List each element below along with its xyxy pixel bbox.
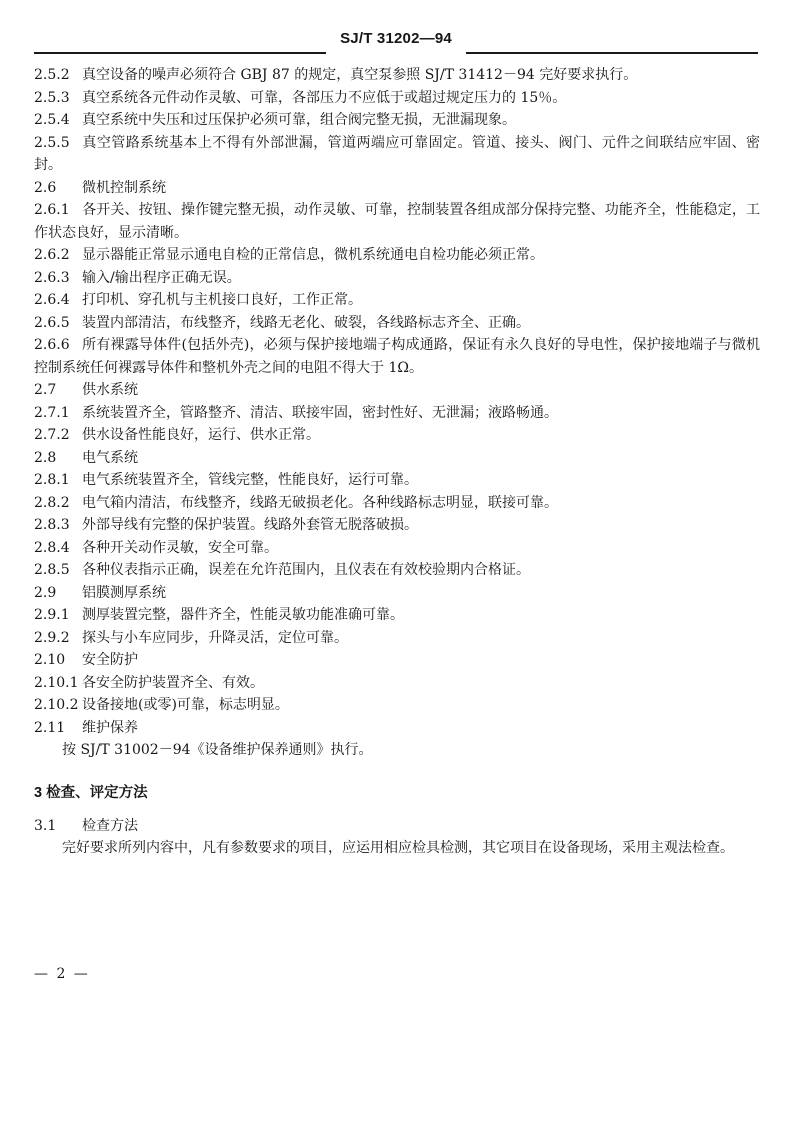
clause-text: 电气系统 bbox=[82, 449, 138, 466]
clause-text: 检查方法 bbox=[82, 817, 138, 834]
clause-number: 2.5.3 bbox=[34, 89, 70, 106]
clause-number: 2.7.1 bbox=[34, 404, 70, 421]
page-number: — 2 — bbox=[34, 966, 90, 982]
clause-item bbox=[34, 132, 760, 177]
clause-number: 2.6 bbox=[34, 179, 57, 196]
clause-text: 电气箱内清洁，布线整齐，线路无破损老化。各种线路标志明显，联接可靠。 bbox=[82, 494, 558, 511]
clause-item bbox=[34, 717, 760, 740]
clause-text: 输入/输出程序正确无误。 bbox=[82, 269, 241, 286]
clause-text: 各种开关动作灵敏，安全可靠。 bbox=[82, 539, 278, 556]
clause-item bbox=[34, 604, 760, 627]
clause-number: 2.6.2 bbox=[34, 247, 70, 263]
clause-item bbox=[34, 694, 760, 717]
header-rule-right bbox=[466, 52, 758, 54]
clause-text: 供水系统 bbox=[82, 382, 138, 398]
clause-text: 各种仪表指示正确，误差在允许范围内，且仪表在有效校验期内合格证。 bbox=[82, 562, 530, 578]
clause-item bbox=[34, 649, 760, 672]
clause-text: 设备接地(或零)可靠，标志明显。 bbox=[82, 697, 289, 713]
maintenance-text: 按 SJ/T 31002－94《设备维护保养通则》执行。 bbox=[62, 742, 373, 758]
clause-item bbox=[34, 402, 760, 425]
clause-number: 2.6.1 bbox=[34, 202, 70, 218]
clause-item bbox=[34, 469, 760, 492]
section-3-title: 3 检查、评定方法 bbox=[34, 784, 148, 801]
clause-item bbox=[34, 424, 760, 447]
clause-item bbox=[34, 109, 760, 132]
clause-number: 2.10.2 bbox=[34, 697, 79, 713]
document-body bbox=[34, 64, 760, 860]
clause-number: 2.5.5 bbox=[34, 134, 70, 151]
clause-text: 所有裸露导体件(包括外壳)，必须与保护接地端子构成通路，保证有永久良好的导电性，保护接地端子与微机控制系统任何裸露导体件和整机外壳之间的电阻不得大于 1Ω。 bbox=[34, 337, 760, 376]
clause-text: 装置内部清洁，布线整齐，线路无老化、破裂，各线路标志齐全、正确。 bbox=[82, 314, 530, 331]
clause-number: 2.5.2 bbox=[34, 67, 70, 83]
clause-number: 2.6.3 bbox=[34, 269, 70, 286]
clause-item bbox=[34, 672, 760, 695]
clause-item bbox=[34, 537, 760, 560]
clause-item bbox=[34, 492, 760, 515]
clause-text: 测厚装置完整，器件齐全，性能灵敏功能准确可靠。 bbox=[82, 607, 404, 623]
clause-text: 各开关、按钮、操作键完整无损，动作灵敏、可靠，控制装置各组成部分保持完整、功能齐全，性能稳定，工作状态良好，显示清晰。 bbox=[34, 202, 760, 241]
clause-text: 安全防护 bbox=[82, 652, 138, 668]
clause-number: 2.9.2 bbox=[34, 629, 70, 646]
clause-number: 2.8.2 bbox=[34, 494, 70, 511]
clause-number: 2.9 bbox=[34, 584, 57, 601]
clause-number: 2.9.1 bbox=[34, 607, 70, 623]
clause-number: 2.10.1 bbox=[34, 674, 79, 691]
clause-number: 2.10 bbox=[34, 652, 66, 668]
clause-text: 各安全防护装置齐全、有效。 bbox=[82, 674, 264, 691]
clause-text: 显示器能正常显示通电自检的正常信息，微机系统通电自检功能必须正常。 bbox=[82, 247, 544, 263]
page-header bbox=[34, 20, 758, 56]
clause-item bbox=[34, 379, 760, 402]
clause-item bbox=[34, 289, 760, 312]
section-3-1-heading bbox=[34, 815, 760, 838]
clause-number: 2.11 bbox=[34, 719, 66, 736]
clause-number: 2.6.4 bbox=[34, 292, 70, 308]
clause-text: 供水设备性能良好，运行、供水正常。 bbox=[82, 427, 320, 443]
clause-item bbox=[34, 64, 760, 87]
clause-number: 2.8.5 bbox=[34, 562, 70, 578]
clause-text: 探头与小车应同步，升降灵活，定位可靠。 bbox=[82, 629, 348, 646]
clause-text: 真空系统各元件动作灵敏、可靠，各部压力不应低于或超过规定压力的 15％。 bbox=[82, 89, 567, 106]
clause-text: 真空管路系统基本上不得有外部泄漏，管道两端应可靠固定。管道、接头、阀门、元件之间联结应牢固、密封。 bbox=[34, 134, 760, 173]
clause-text: 微机控制系统 bbox=[82, 179, 166, 196]
clause-text: 电气系统装置齐全，管线完整，性能良好，运行可靠。 bbox=[82, 472, 418, 488]
clause-item bbox=[34, 559, 760, 582]
clause-number: 2.6.5 bbox=[34, 314, 70, 331]
clause-number: 2.7.2 bbox=[34, 427, 70, 443]
clause-text: 外部导线有完整的保护装置。线路外套管无脱落破损。 bbox=[82, 517, 418, 533]
clause-item bbox=[34, 582, 760, 605]
clause-text: 系统装置齐全，管路整齐、清洁、联接牢固，密封性好、无泄漏；液路畅通。 bbox=[82, 404, 558, 421]
clause-text: 真空设备的噪声必须符合 GBJ 87 的规定，真空泵参照 SJ/T 31412－94 完好要求执行。 bbox=[82, 67, 638, 83]
clause-number: 2.8 bbox=[34, 449, 57, 466]
section-3-1-body: 完好要求所列内容中，凡有参数要求的项目，应运用相应检具检测，其它项目在设备现场，采用主观法检查。 bbox=[62, 840, 734, 856]
clause-item bbox=[34, 514, 760, 537]
clause-item bbox=[34, 87, 760, 110]
clause-number: 2.8.1 bbox=[34, 472, 70, 488]
clause-item bbox=[34, 244, 760, 267]
clause-number: 2.5.4 bbox=[34, 112, 70, 128]
clause-text: 打印机、穿孔机与主机接口良好，工作正常。 bbox=[82, 292, 362, 308]
clause-number: 3.1 bbox=[34, 817, 57, 834]
clause-item bbox=[34, 312, 760, 335]
clause-item bbox=[34, 267, 760, 290]
clause-item bbox=[34, 177, 760, 200]
clause-item bbox=[34, 334, 760, 379]
clause-item bbox=[34, 199, 760, 244]
clause-number: 2.7 bbox=[34, 382, 57, 398]
clause-number: 2.8.3 bbox=[34, 517, 70, 533]
standard-code: SJ/T 31202—94 bbox=[340, 30, 452, 47]
header-rule-left bbox=[34, 52, 326, 54]
clause-item bbox=[34, 447, 760, 470]
clause-number: 2.8.4 bbox=[34, 539, 70, 556]
clause-text: 真空系统中失压和过压保护必须可靠，组合阀完整无损，无泄漏现象。 bbox=[82, 112, 516, 128]
clause-list bbox=[34, 64, 760, 739]
clause-text: 铝膜测厚系统 bbox=[82, 584, 166, 601]
clause-text: 维护保养 bbox=[82, 719, 138, 736]
clause-number: 2.6.6 bbox=[34, 337, 70, 353]
clause-item bbox=[34, 627, 760, 650]
